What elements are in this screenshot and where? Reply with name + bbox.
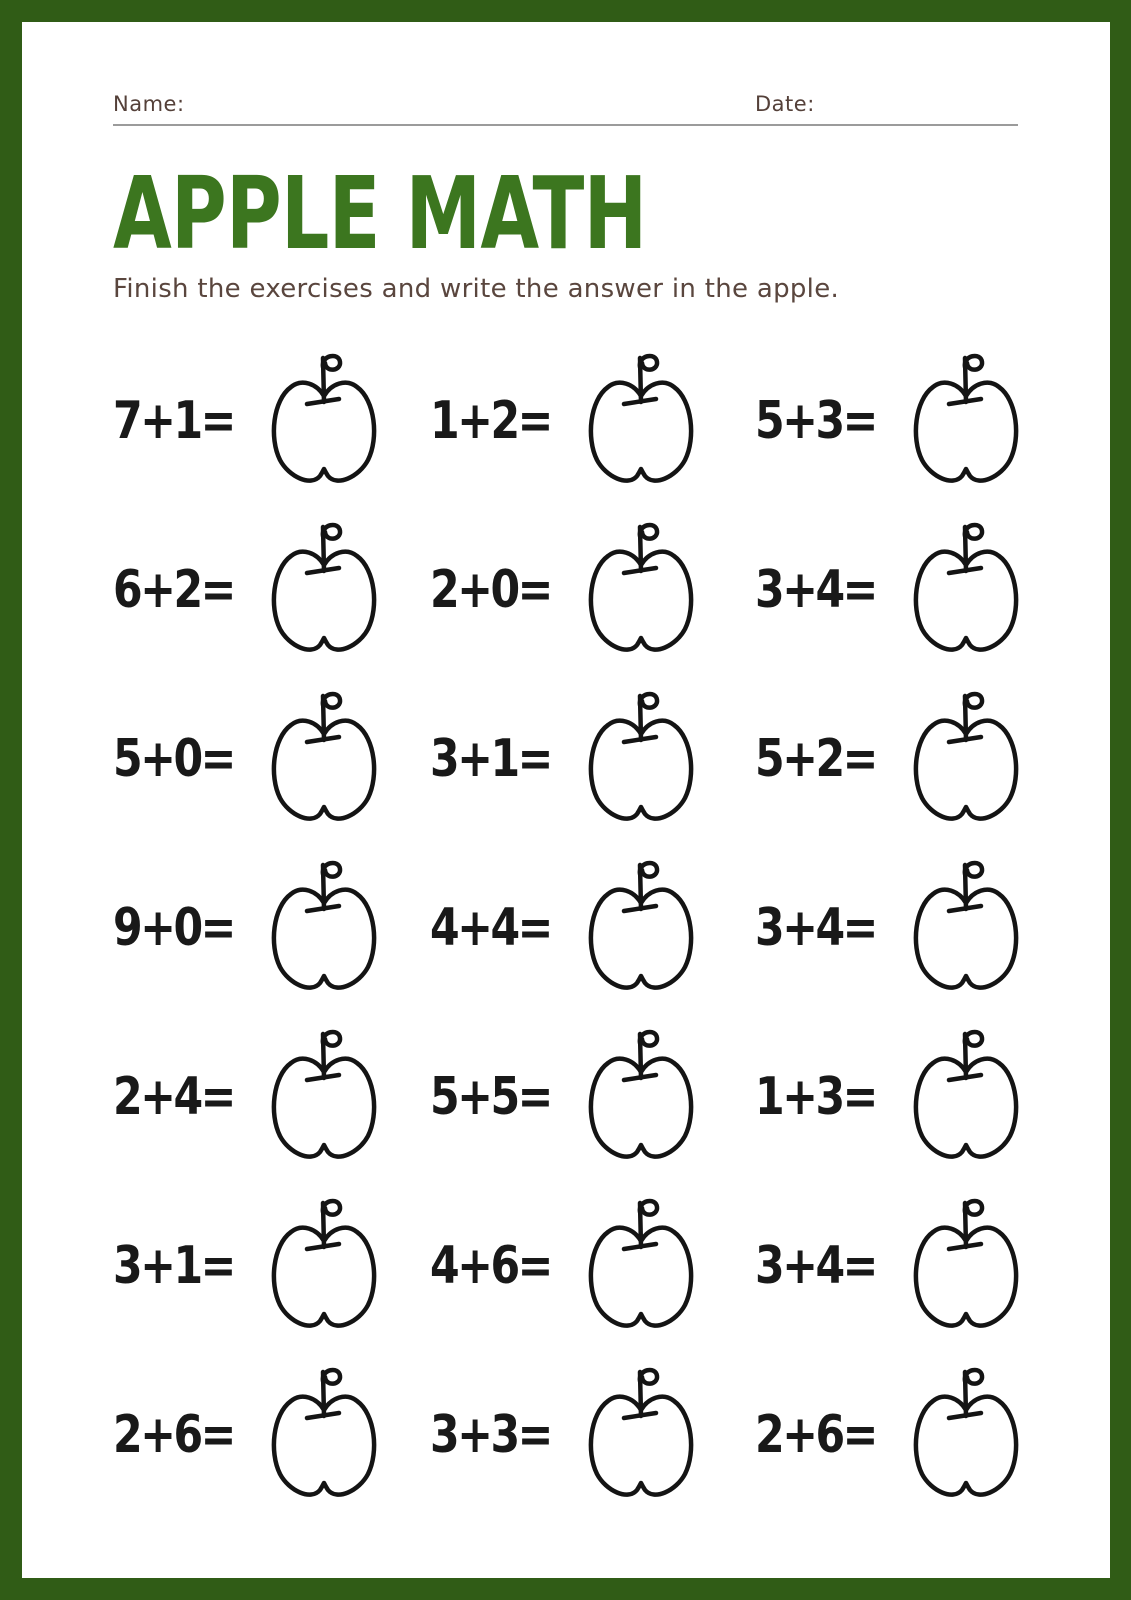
problem-label: 5+3= <box>755 390 876 451</box>
apple-outline-icon <box>578 518 704 662</box>
problem-cell <box>430 505 755 674</box>
problem-label: 3+4= <box>755 559 876 620</box>
problem-label: 2+0= <box>430 559 551 620</box>
page-title: APPLE MATH <box>113 155 647 272</box>
problem-label: 2+4= <box>113 1066 234 1127</box>
problem-cell <box>430 1181 755 1350</box>
problem-cell <box>755 505 1029 674</box>
name-field-label: Name: <box>113 92 185 116</box>
instructions-text: Finish the exercises and write the answer in the apple. <box>113 274 840 304</box>
problem-label: 7+1= <box>113 390 234 451</box>
problem-cell <box>755 1012 1029 1181</box>
problem-label: 5+0= <box>113 728 234 789</box>
problem-label: 3+4= <box>755 897 876 958</box>
problem-cell <box>113 1012 430 1181</box>
problem-cell <box>430 1350 755 1519</box>
problem-label: 5+2= <box>755 728 876 789</box>
apple-outline-icon <box>578 1363 704 1507</box>
problem-cell <box>755 1350 1029 1519</box>
name-date-row <box>113 92 1018 126</box>
problem-cell <box>755 843 1029 1012</box>
date-field-label: Date: <box>755 92 815 116</box>
apple-outline-icon <box>261 856 387 1000</box>
problem-cell <box>430 336 755 505</box>
problem-cell <box>113 1181 430 1350</box>
apple-outline-icon <box>578 1025 704 1169</box>
apple-outline-icon <box>903 1363 1029 1507</box>
problem-label: 9+0= <box>113 897 234 958</box>
problem-cell <box>430 843 755 1012</box>
apple-outline-icon <box>261 1025 387 1169</box>
apple-outline-icon <box>578 687 704 831</box>
problem-cell <box>755 1181 1029 1350</box>
problem-label: 6+2= <box>113 559 234 620</box>
apple-outline-icon <box>578 349 704 493</box>
problem-cell <box>755 336 1029 505</box>
problem-cell <box>113 1350 430 1519</box>
problems-grid <box>113 336 1018 1519</box>
problem-label: 4+4= <box>430 897 551 958</box>
problem-cell <box>113 674 430 843</box>
problem-label: 5+5= <box>430 1066 551 1127</box>
worksheet-content <box>22 22 1110 1578</box>
problem-cell <box>113 505 430 674</box>
apple-outline-icon <box>903 856 1029 1000</box>
problem-cell <box>430 674 755 843</box>
apple-outline-icon <box>261 349 387 493</box>
apple-outline-icon <box>261 518 387 662</box>
apple-outline-icon <box>903 1025 1029 1169</box>
problem-label: 3+1= <box>113 1235 234 1296</box>
problem-label: 3+3= <box>430 1404 551 1465</box>
apple-outline-icon <box>903 349 1029 493</box>
problem-cell <box>755 674 1029 843</box>
problem-label: 1+2= <box>430 390 551 451</box>
problem-label: 3+1= <box>430 728 551 789</box>
apple-outline-icon <box>261 687 387 831</box>
apple-outline-icon <box>903 518 1029 662</box>
apple-outline-icon <box>578 856 704 1000</box>
apple-outline-icon <box>903 687 1029 831</box>
problem-cell <box>113 336 430 505</box>
problem-label: 2+6= <box>113 1404 234 1465</box>
problem-label: 3+4= <box>755 1235 876 1296</box>
apple-outline-icon <box>261 1363 387 1507</box>
problem-label: 1+3= <box>755 1066 876 1127</box>
problem-label: 2+6= <box>755 1404 876 1465</box>
apple-outline-icon <box>578 1194 704 1338</box>
problem-cell <box>113 843 430 1012</box>
problem-cell <box>430 1012 755 1181</box>
apple-outline-icon <box>261 1194 387 1338</box>
worksheet-page <box>22 22 1110 1578</box>
apple-outline-icon <box>903 1194 1029 1338</box>
problem-label: 4+6= <box>430 1235 551 1296</box>
